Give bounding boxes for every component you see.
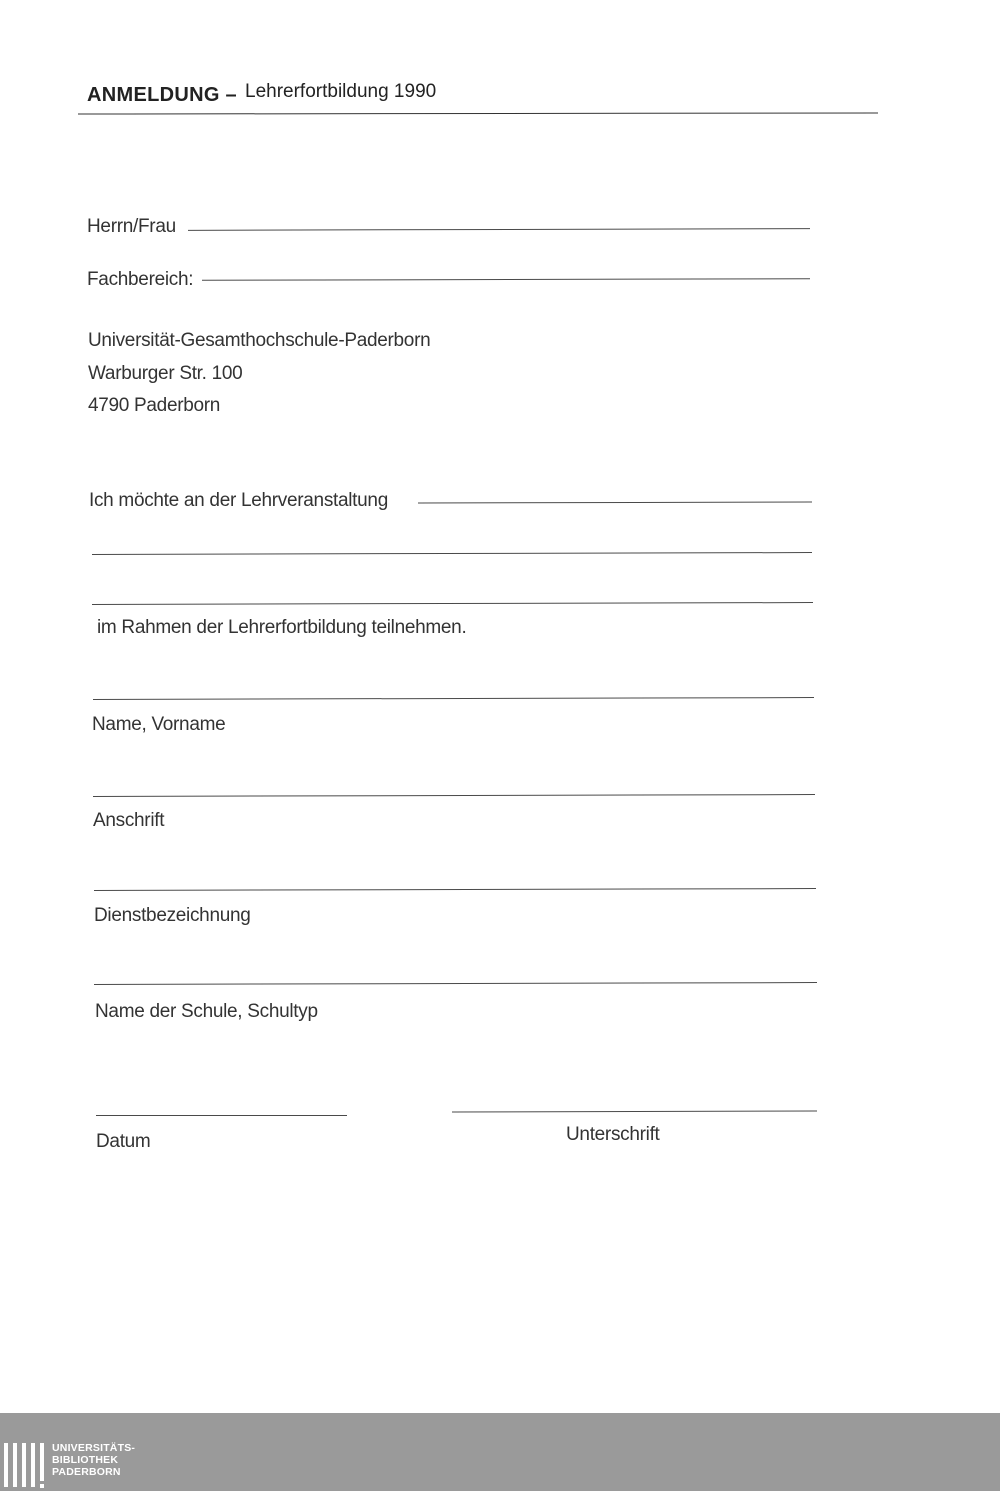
- header-divider: [78, 112, 878, 114]
- logo-line-2: BIBLIOTHEK: [52, 1454, 119, 1466]
- name-label: Name, Vorname: [92, 714, 226, 735]
- date-field-line[interactable]: [96, 1115, 347, 1116]
- job-title-label: Dienstbezeichnung: [94, 905, 251, 926]
- address-label: Anschrift: [93, 810, 165, 831]
- course-field-line-3[interactable]: [92, 602, 813, 605]
- form-subtitle: Lehrerfortbildung 1990: [245, 81, 437, 102]
- recipient-address-line2: Warburger Str. 100: [88, 363, 243, 384]
- recipient-address-line3: 4790 Paderborn: [88, 395, 221, 416]
- intent-label: Ich möchte an der Lehrveranstaltung: [89, 490, 388, 511]
- course-field-line-1[interactable]: [418, 501, 812, 503]
- library-logo-text: [52, 1442, 135, 1478]
- salutation-label: Herrn/Frau: [87, 216, 176, 237]
- signature-field-line[interactable]: [452, 1111, 817, 1113]
- department-field-line[interactable]: [202, 278, 810, 281]
- course-field-line-2[interactable]: [92, 552, 812, 555]
- recipient-address-line1: Universität-Gesamthochschule-Paderborn: [88, 330, 431, 351]
- form-title: ANMELDUNG –: [87, 84, 237, 106]
- department-label: Fachbereich:: [87, 269, 194, 290]
- school-field-line[interactable]: [94, 982, 817, 985]
- name-field-line[interactable]: [93, 697, 814, 700]
- intent-suffix-text: im Rahmen der Lehrerfortbildung teilnehmen.: [97, 617, 467, 638]
- library-bars-icon: [4, 1443, 48, 1487]
- logo-line-3: PADERBORN: [52, 1466, 121, 1478]
- address-field-line[interactable]: [93, 794, 815, 797]
- salutation-field-line[interactable]: [188, 228, 810, 231]
- school-label: Name der Schule, Schultyp: [95, 1001, 318, 1022]
- date-label: Datum: [96, 1131, 151, 1152]
- logo-line-1: UNIVERSITÄTS-: [52, 1442, 136, 1454]
- signature-label: Unterschrift: [566, 1124, 660, 1145]
- job-title-field-line[interactable]: [94, 888, 816, 891]
- library-footer-bar: [0, 1413, 1000, 1491]
